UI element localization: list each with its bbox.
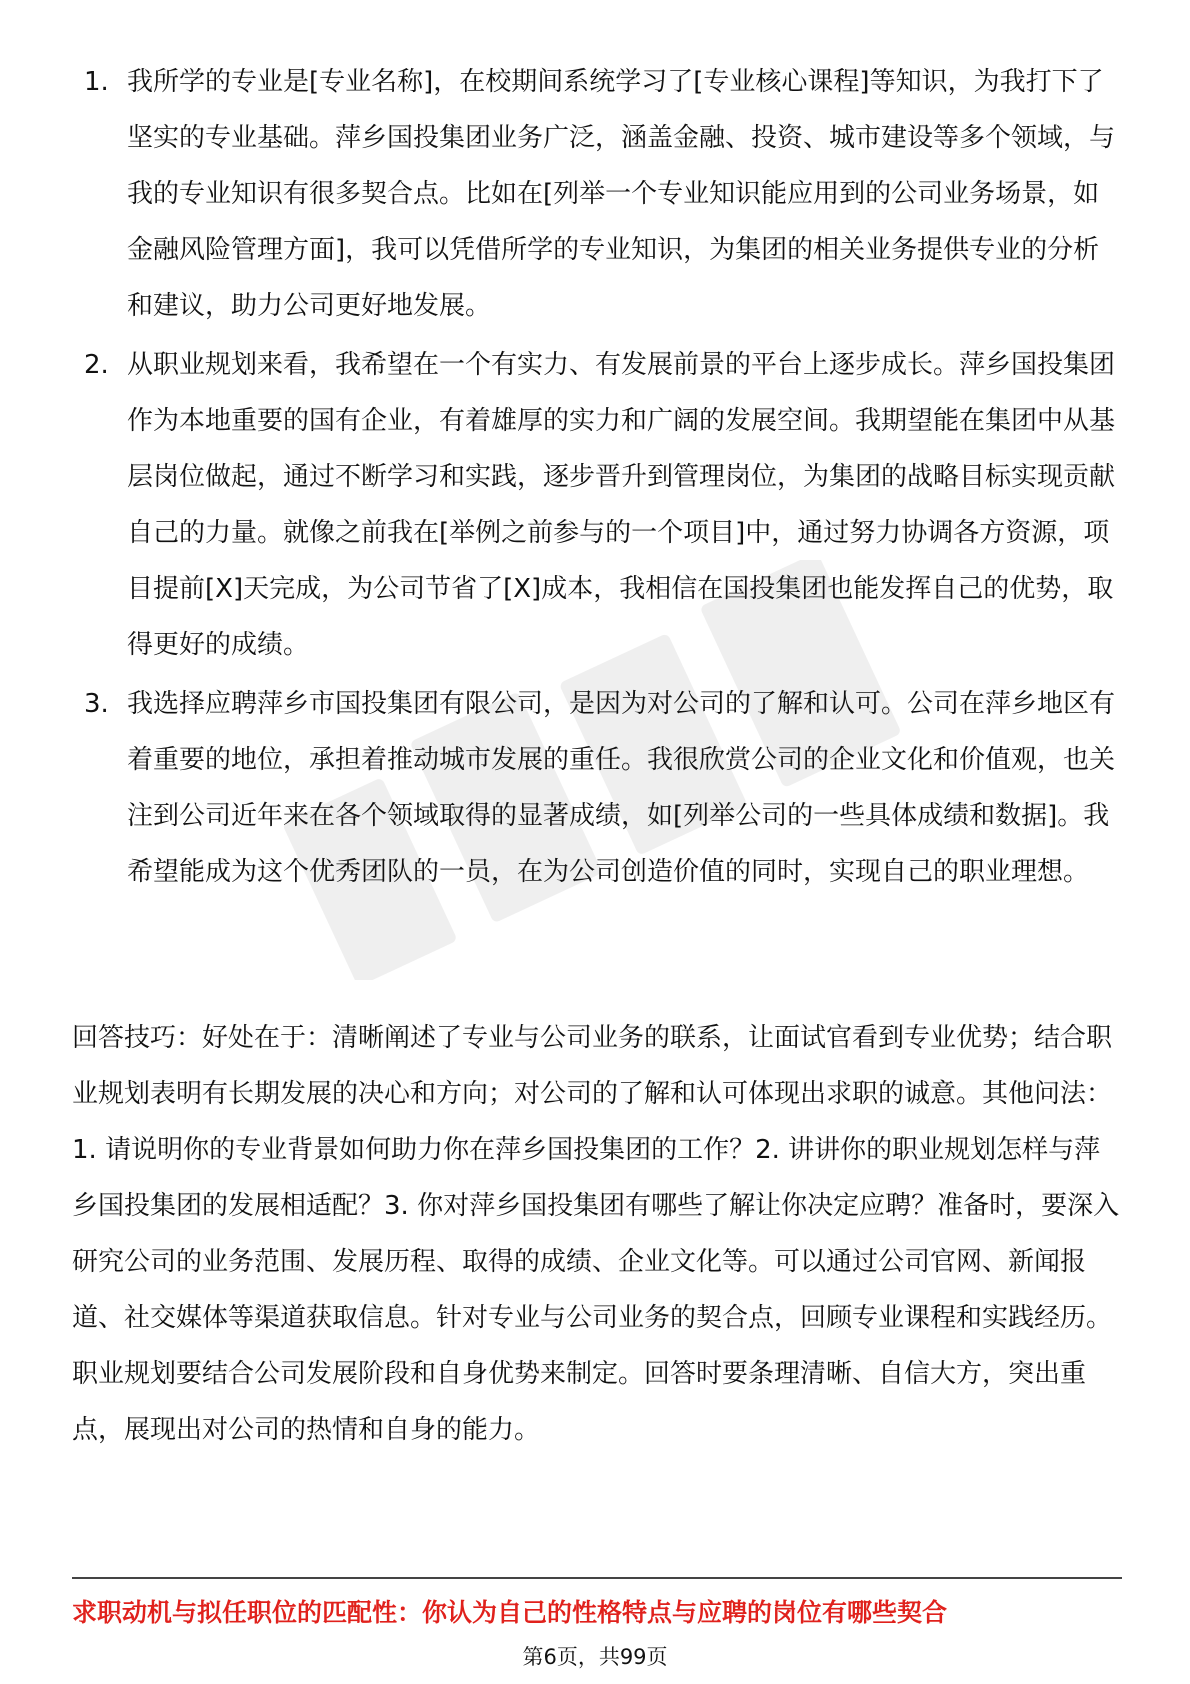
- answer-tips-paragraph: 回答技巧：好处在于：清晰阐述了专业与公司业务的联系，让面试官看到专业优势；结合职业规划表明有长期发展的决心和方向；对公司的了解和认可体现出求职的诚意。其他问法：1. 请说明你的专业背景如何助力你在萍乡国投集团的工作？2. 讲讲你的职业规划怎样与萍乡国投集团的发展相适配？3. 你对萍乡国投集团有哪些了解让你决定应聘？准备时，要深入研究公司的业务范围、发展历程、取得的成绩、企业文化等。可以通过公司官网、新闻报道、社交媒体等渠道获取信息。针对专业与公司业务的契合点，回顾专业课程和实践经历。职业规划要结合公司发展阶段和自身优势来制定。回答时要条理清晰、自信大方，突出重点，展现出对公司的热情和自身的能力。: [72, 1023, 1120, 1445]
- answer-item-2: [82, 337, 1122, 673]
- answer-list: [82, 54, 1122, 900]
- answer-text: 我选择应聘萍乡市国投集团有限公司，是因为对公司的了解和认可。公司在萍乡地区有着重要的地位，承担着推动城市发展的重任。我很欣赏公司的企业文化和价值观，也关注到公司近年来在各个领域取得的显著成绩，如[列举公司的一些具体成绩和数据]。我希望能成为这个优秀团队的一员，在为公司创造价值的同时，实现自己的职业理想。: [127, 689, 1116, 887]
- next-question-heading: 求职动机与拟任职位的匹配性：你认为自己的性格特点与应聘的岗位有哪些契合: [72, 1598, 948, 1627]
- answer-number: 3.: [84, 689, 109, 719]
- answer-number: 1.: [84, 67, 109, 97]
- section-divider: [72, 1577, 1122, 1579]
- answer-number: 2.: [84, 350, 109, 380]
- answer-item-3: [82, 676, 1122, 900]
- page-number: 第6页，共99页: [522, 1645, 668, 1669]
- answer-item-1: [82, 54, 1122, 334]
- answer-text: 我所学的专业是[专业名称]，在校期间系统学习了[专业核心课程]等知识，为我打下了坚实的专业基础。萍乡国投集团业务广泛，涵盖金融、投资、城市建设等多个领域，与我的专业知识有很多契合点。比如在[列举一个专业知识能应用到的公司业务场景，如金融风险管理方面]，我可以凭借所学的专业知识，为集团的相关业务提供专业的分析和建议，助力公司更好地发展。: [127, 67, 1116, 321]
- answer-text: 从职业规划来看，我希望在一个有实力、有发展前景的平台上逐步成长。萍乡国投集团作为本地重要的国有企业，有着雄厚的实力和广阔的发展空间。我期望能在集团中从基层岗位做起，通过不断学习和实践，逐步晋升到管理岗位，为集团的战略目标实现贡献自己的力量。就像之前我在[举例之前参与的一个项目]中，通过努力协调各方资源，项目提前[X]天完成，为公司节省了[X]成本，我相信在国投集团也能发挥自己的优势，取得更好的成绩。: [127, 350, 1116, 660]
